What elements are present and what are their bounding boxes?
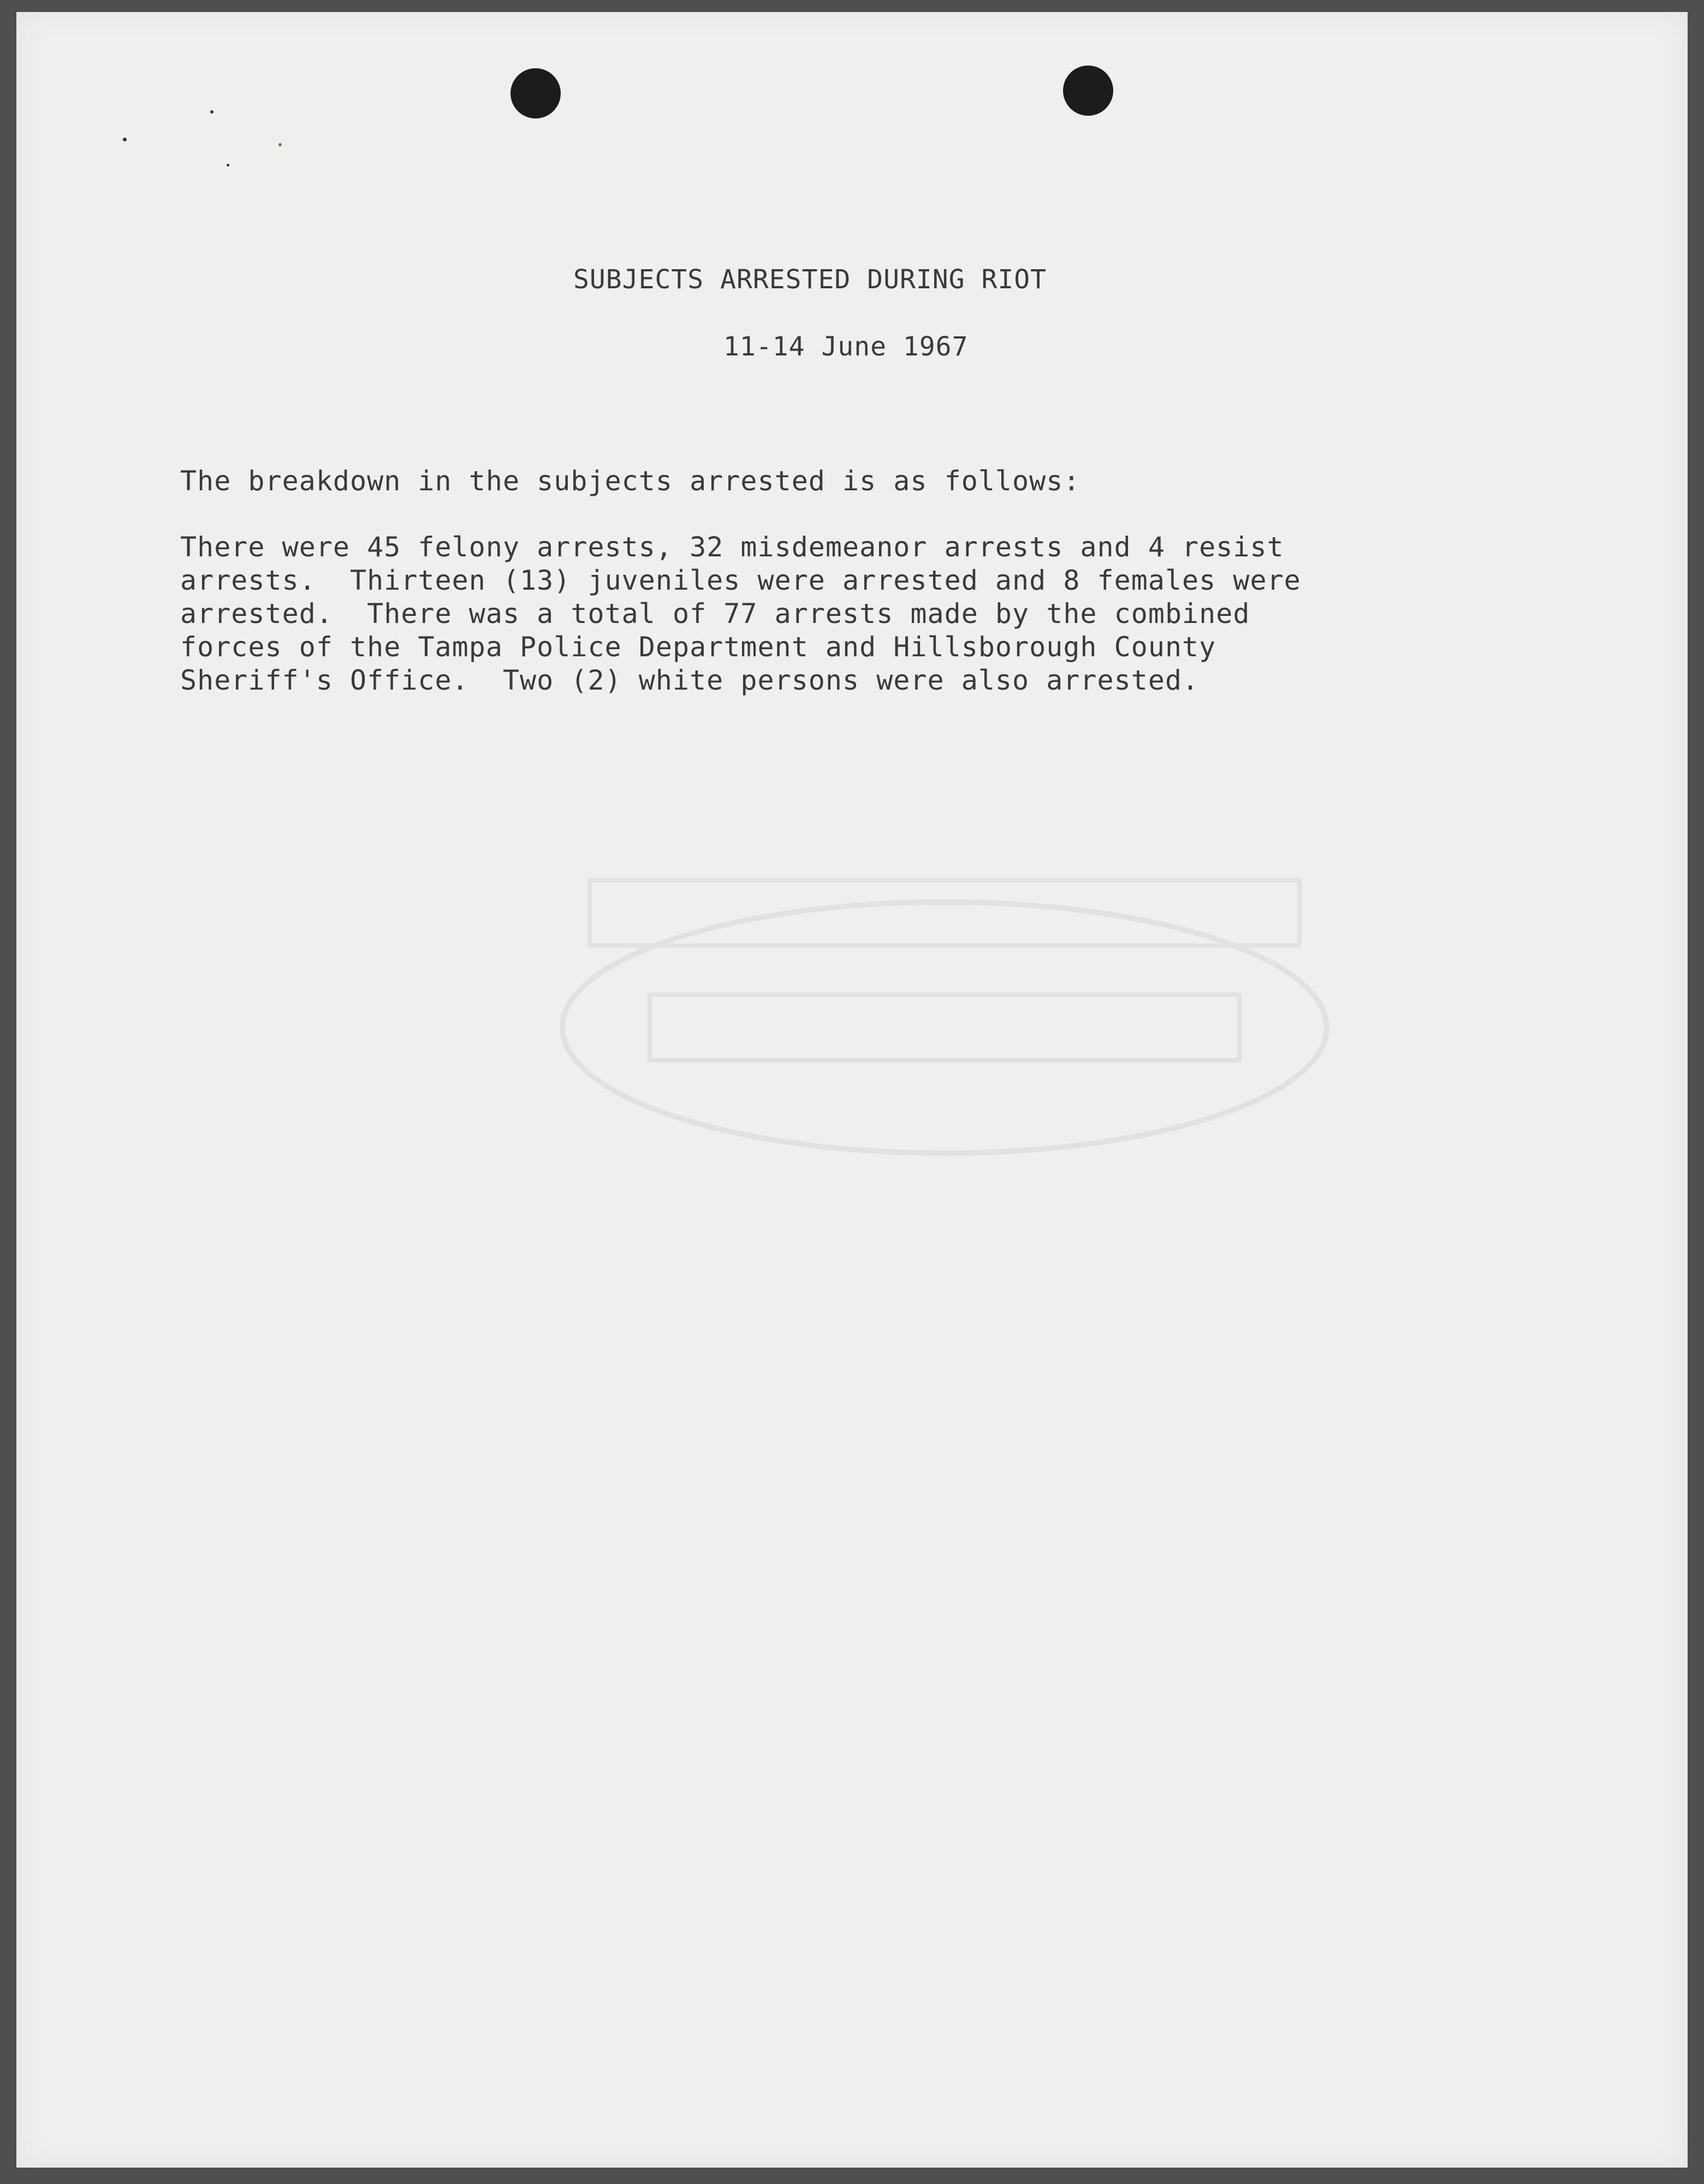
intro-sentence: The breakdown in the subjects arrested is as follows: — [180, 465, 1080, 497]
paper-speck — [123, 138, 127, 141]
document-date: 11-14 June 1967 — [723, 331, 969, 362]
bleed-through-stamp — [508, 831, 1381, 1213]
paper-speck — [210, 110, 213, 114]
paragraph-line: arrested. There was a total of 77 arrests made by the combined — [180, 598, 1250, 630]
paragraph-line: There were 45 felony arrests, 32 misdemeanor arrests and 4 resist — [180, 531, 1284, 563]
paper-speck — [227, 164, 229, 167]
paragraph-line: forces of the Tampa Police Department and Hillsborough County — [180, 631, 1216, 663]
paragraph-line: arrests. Thirteen (13) juveniles were arrested and 8 females were — [180, 565, 1301, 596]
document-title: SUBJECTS ARRESTED DURING RIOT — [573, 264, 1047, 295]
punch-hole-right — [1063, 66, 1113, 116]
punch-hole-left — [510, 68, 561, 118]
document-page — [16, 12, 1688, 2168]
paper-speck — [278, 143, 282, 146]
body-paragraph — [180, 531, 1534, 697]
paragraph-line: Sheriff's Office. Two (2) white persons were also arrested. — [180, 664, 1200, 696]
